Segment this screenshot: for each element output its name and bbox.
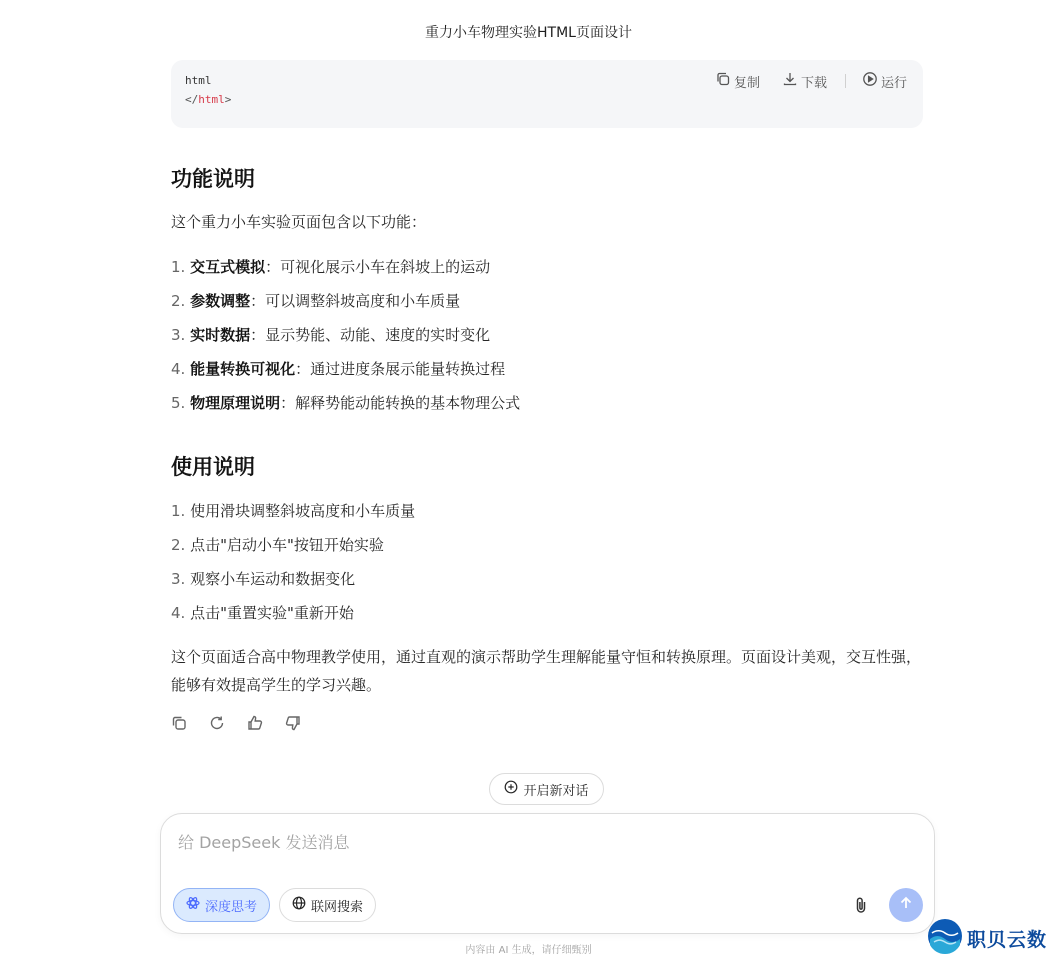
deep-think-icon	[186, 896, 200, 914]
usage-item: 2. 点击"启动小车"按钮开始实验	[171, 536, 384, 554]
action-divider	[845, 74, 846, 88]
ai-disclaimer: 内容由 AI 生成，请仔细甄别	[465, 945, 592, 956]
code-token-close: >	[224, 93, 232, 105]
plus-circle-icon	[504, 780, 518, 798]
thumbs-down-icon[interactable]	[284, 714, 302, 732]
code-actions	[715, 71, 907, 91]
message-composer[interactable]	[160, 813, 935, 934]
copy-code-label: 复制	[733, 75, 760, 91]
download-code-label: 下载	[800, 75, 827, 91]
feature-item: 5. 物理原理说明：解释势能动能转换的基本物理公式	[171, 394, 521, 412]
feature-item: 2. 参数调整：可以调整斜坡高度和小车质量	[171, 292, 461, 310]
watermark	[927, 918, 1047, 958]
usage-item: 1. 使用滑块调整斜坡高度和小车质量	[171, 502, 416, 520]
copy-icon[interactable]	[170, 714, 188, 732]
regenerate-icon[interactable]	[208, 714, 226, 732]
watermark-text: 职贝云数	[967, 928, 1048, 951]
watermark-logo-icon	[927, 918, 963, 958]
paperclip-icon[interactable]	[851, 895, 871, 915]
code-line	[185, 93, 231, 105]
feature-item: 4. 能量转换可视化：通过进度条展示能量转换过程	[171, 360, 506, 378]
feature-item: 1. 交互式模拟：可视化展示小车在斜坡上的运动	[171, 258, 491, 276]
copy-code-button[interactable]	[715, 71, 760, 91]
features-heading: 功能说明	[171, 167, 255, 191]
web-search-toggle[interactable]	[279, 888, 376, 922]
deep-think-toggle[interactable]	[173, 888, 270, 922]
usage-item: 3. 观察小车运动和数据变化	[171, 570, 356, 588]
run-code-button[interactable]	[862, 71, 907, 91]
web-search-label: 联网搜索	[311, 899, 364, 915]
download-code-button[interactable]	[782, 71, 827, 91]
code-language-label: html	[185, 74, 212, 87]
feature-item: 3. 实时数据：显示势能、动能、速度的实时变化	[171, 326, 491, 344]
play-icon	[862, 71, 878, 91]
message-actions	[170, 714, 302, 732]
arrow-up-icon	[898, 895, 914, 915]
new-chat-label: 开启新对话	[523, 783, 589, 799]
send-button[interactable]	[889, 888, 923, 922]
new-chat-button[interactable]	[489, 773, 604, 805]
code-token-tag: html	[198, 93, 225, 105]
conversation-title: 重力小车物理实验HTML页面设计	[425, 25, 632, 41]
usage-item: 4. 点击"重置实验"重新开始	[171, 604, 354, 622]
features-intro: 这个重力小车实验页面包含以下功能：	[171, 213, 427, 231]
thumbs-up-icon[interactable]	[246, 714, 264, 732]
deep-think-label: 深度思考	[205, 899, 258, 915]
code-token-open: </	[185, 93, 199, 105]
usage-heading: 使用说明	[171, 455, 255, 479]
summary-paragraph: 这个页面适合高中物理教学使用，通过直观的演示帮助学生理解能量守恒和转换原理。页面设计美观，交互性强，能够有效提高学生的学习兴趣。	[171, 648, 922, 694]
run-code-label: 运行	[880, 75, 907, 91]
download-icon	[782, 71, 798, 91]
message-input[interactable]: 给 DeepSeek 发送消息	[178, 833, 350, 852]
code-block	[171, 60, 923, 128]
copy-icon	[715, 71, 731, 91]
globe-icon	[292, 896, 306, 914]
